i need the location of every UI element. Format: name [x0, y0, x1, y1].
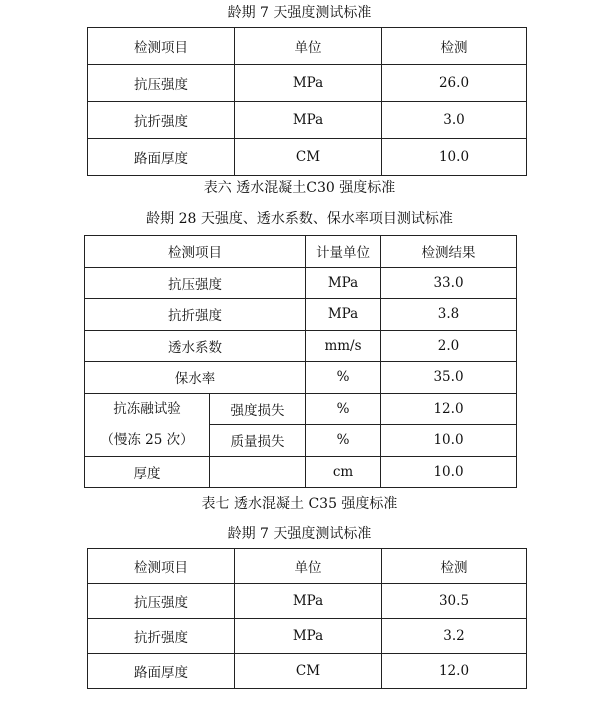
table-cell: 厚度 [85, 456, 210, 488]
table-row [88, 654, 527, 689]
table-row [88, 619, 527, 654]
table-cell: % [306, 362, 381, 394]
table-cell: 10.0 [382, 139, 527, 176]
caption-age28: 龄期 28 天强度、透水系数、保水率项目测试标准 [146, 211, 453, 227]
freeze-thaw-test-cell [85, 393, 210, 456]
table-row [85, 267, 517, 299]
table-cell: 3.8 [381, 299, 517, 331]
table-row [85, 393, 517, 425]
header-cell: 检测结果 [381, 236, 517, 268]
table-row [85, 299, 517, 331]
table-cell: 26.0 [382, 65, 527, 102]
strength-table-7day-second [87, 548, 527, 689]
table-cell: 抗压强度 [88, 65, 235, 102]
table-row [85, 330, 517, 362]
table-cell: 路面厚度 [88, 654, 235, 689]
caption-age7-second: 龄期 7 天强度测试标准 [227, 526, 372, 542]
table-cell: CM [235, 654, 382, 689]
header-cell: 单位 [235, 28, 382, 65]
table-cell: 12.0 [381, 393, 517, 425]
table-cell: cm [306, 456, 381, 488]
table-cell: 抗折强度 [88, 619, 235, 654]
table-cell: 抗折强度 [88, 102, 235, 139]
table-cell: 10.0 [381, 425, 517, 457]
header-cell: 检测项目 [88, 549, 235, 584]
table-cell [210, 456, 306, 488]
table-cell: % [306, 425, 381, 457]
table-cell: 3.0 [382, 102, 527, 139]
table-cell: MPa [306, 267, 381, 299]
table-cell: 保水率 [85, 362, 306, 394]
table-cell: 质量损失 [210, 425, 306, 457]
caption-table-7: 表七 透水混凝土 C35 强度标准 [201, 496, 398, 512]
table-cell: % [306, 393, 381, 425]
table-cell: 抗压强度 [85, 267, 306, 299]
table-cell: 2.0 [381, 330, 517, 362]
freeze-thaw-label: 抗冻融试验 [113, 400, 181, 417]
table-cell: 抗折强度 [85, 299, 306, 331]
table-row [88, 139, 527, 176]
table-cell: MPa [235, 102, 382, 139]
table-cell: CM [235, 139, 382, 176]
header-cell: 计量单位 [306, 236, 381, 268]
freeze-thaw-cycles-label: （慢冻 25 次） [100, 431, 194, 448]
table-header-row [88, 28, 527, 65]
table-cell: 12.0 [382, 654, 527, 689]
table-cell: 路面厚度 [88, 139, 235, 176]
header-cell: 检测项目 [85, 236, 306, 268]
table-cell: 强度损失 [210, 393, 306, 425]
table-cell: mm/s [306, 330, 381, 362]
header-cell: 检测 [382, 549, 527, 584]
table-cell: 10.0 [381, 456, 517, 488]
table-cell: MPa [306, 299, 381, 331]
table-cell: MPa [235, 65, 382, 102]
table-cell: 33.0 [381, 267, 517, 299]
table-row [88, 584, 527, 619]
caption-age7-first: 龄期 7 天强度测试标准 [227, 5, 372, 21]
table-row [85, 362, 517, 394]
table-cell: 抗压强度 [88, 584, 235, 619]
table-row [88, 65, 527, 102]
table-cell: MPa [235, 584, 382, 619]
table-cell: 3.2 [382, 619, 527, 654]
table-row [85, 456, 517, 488]
table-cell: MPa [235, 619, 382, 654]
strength-table-28day [84, 235, 517, 488]
table-cell: 透水系数 [85, 330, 306, 362]
table-header-row [88, 549, 527, 584]
header-cell: 检测项目 [88, 28, 235, 65]
header-cell: 单位 [235, 549, 382, 584]
header-cell: 检测 [382, 28, 527, 65]
table-header-row [85, 236, 517, 268]
table-cell: 35.0 [381, 362, 517, 394]
table-cell: 30.5 [382, 584, 527, 619]
strength-table-7day-first [87, 27, 527, 176]
table-row [88, 102, 527, 139]
caption-table-6: 表六 透水混凝土C30 强度标准 [203, 180, 396, 196]
